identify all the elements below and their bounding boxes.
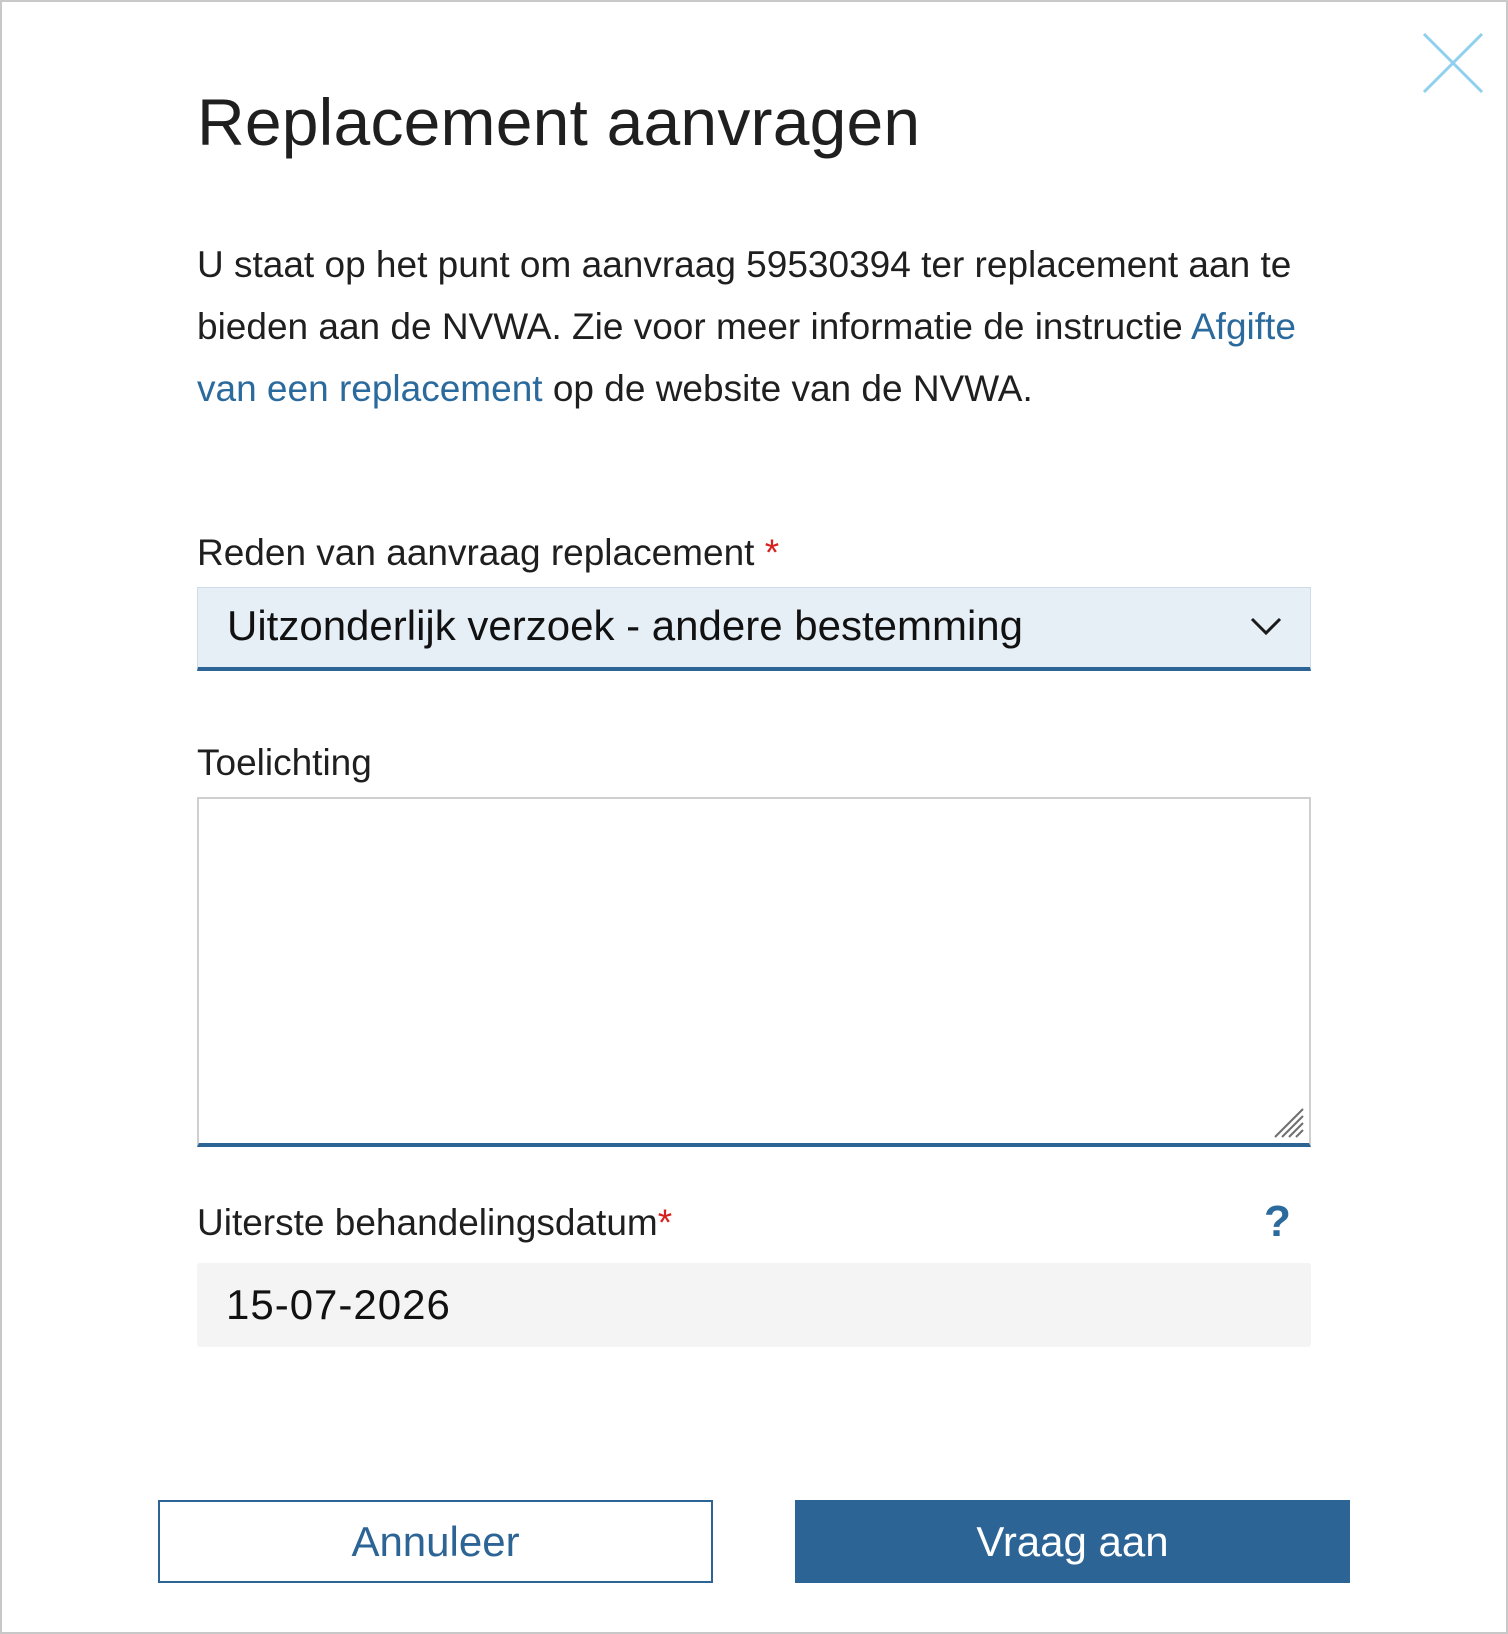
close-button[interactable] <box>1420 30 1486 96</box>
close-icon <box>1420 30 1486 96</box>
reason-select-value: Uitzonderlijk verzoek - andere bestemming <box>227 602 1024 649</box>
cancel-button[interactable]: Annuleer <box>158 1500 713 1583</box>
instruction-link[interactable]: Afgifte van een replacement <box>197 306 1296 409</box>
submit-button[interactable]: Vraag aan <box>795 1500 1350 1583</box>
dialog-title: Replacement aanvragen <box>197 85 921 159</box>
intro-text <box>197 234 1317 420</box>
deadline-label <box>197 1202 672 1244</box>
help-icon[interactable]: ? <box>1264 1197 1291 1246</box>
required-marker: * <box>657 1202 673 1243</box>
explanation-label: Toelichting <box>197 742 372 783</box>
deadline-label-text: Uiterste behandelingsdatum <box>197 1202 658 1243</box>
reason-label <box>197 532 779 574</box>
reason-select[interactable] <box>197 587 1311 671</box>
resize-handle-icon[interactable] <box>1271 1105 1305 1139</box>
chevron-down-icon <box>1249 613 1283 639</box>
required-marker: * <box>764 532 780 573</box>
explanation-textarea[interactable] <box>197 797 1311 1147</box>
deadline-date-value: 15-07-2026 <box>226 1281 451 1328</box>
reason-label-text: Reden van aanvraag replacement <box>197 532 765 573</box>
deadline-date-field[interactable] <box>197 1263 1311 1347</box>
intro-text-before: U staat op het punt om aanvraag 59530394 ter replacement aan te bieden aan de NVWA. Zie voor meer informatie de instructie <box>197 244 1292 347</box>
intro-text-after: op de website van de NVWA. <box>542 368 1033 409</box>
